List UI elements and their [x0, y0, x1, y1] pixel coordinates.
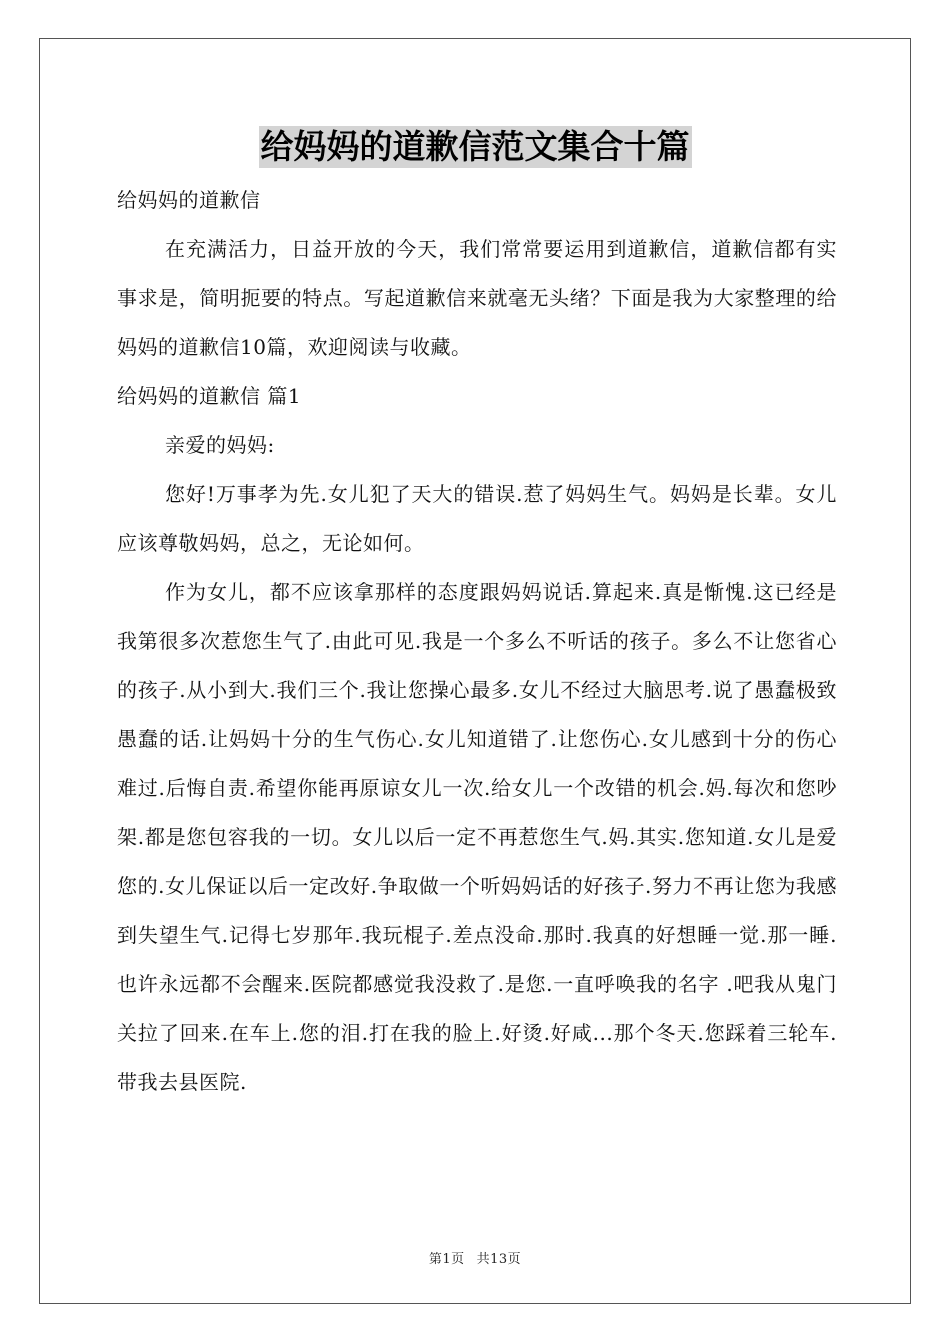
- section-heading: 给妈妈的道歉信: [117, 188, 261, 212]
- intro-paragraph: 在充满活力，日益开放的今天，我们常常要运用到道歉信，道歉信都有实事求是，简明扼要的特点。写起道歉信来就毫无头绪？下面是我为大家整理的给妈妈的道歉信10篇，欢迎阅读与收藏。: [117, 237, 837, 359]
- body-paragraph: 作为女儿，都不应该拿那样的态度跟妈妈说话.算起来.真是惭愧.这已经是我第很多次惹您生气了.由此可见.我是一个多么不听话的孩子。多么不让您省心的孩子.从小到大.我们三个.我让您操心最多.女儿不经过大脑思考.说了愚蠢极致愚蠢的话.让妈妈十分的生气伤心.女儿知道错了.让您伤心.女儿感到十分的伤心难过.后悔自责.希望你能再原谅女儿一次.给女儿一个改错的机会.妈.每次和您吵架.都是您包容我的一切。女儿以后一定不再惹您生气.妈.其实.您知道.女儿是爱您的.女儿保证以后一定改好.争取做一个听妈妈话的好孩子.努力不再让您为我感到失望生气.记得七岁那年.我玩棍子.差点没命.那时.我真的好想睡一觉.那一睡.也许永远都不会醒来.医院都感觉我没救了.是您.一直呼唤我的名字 .吧我从鬼门关拉了回来.在车上.您的泪.打在我的脸上.好烫.好咸...那个冬天.您踩着三轮车.带我去县医院.: [117, 580, 837, 1094]
- document-title: 给妈妈的道歉信范文集合十篇: [260, 127, 690, 166]
- page-number: 第1页: [428, 1252, 465, 1267]
- page-footer: [0, 1248, 950, 1267]
- body-paragraph: 您好!万事孝为先.女儿犯了天大的错误.惹了妈妈生气。妈妈是长辈。女儿应该尊敬妈妈，总之，无论如何。: [117, 482, 837, 555]
- title-container: [0, 126, 950, 168]
- page-total: 共13页: [476, 1252, 522, 1267]
- section-heading: 给妈妈的道歉信 篇1: [117, 384, 302, 408]
- document-body: [117, 176, 837, 1107]
- letter-salutation: 亲爱的妈妈:: [165, 433, 275, 457]
